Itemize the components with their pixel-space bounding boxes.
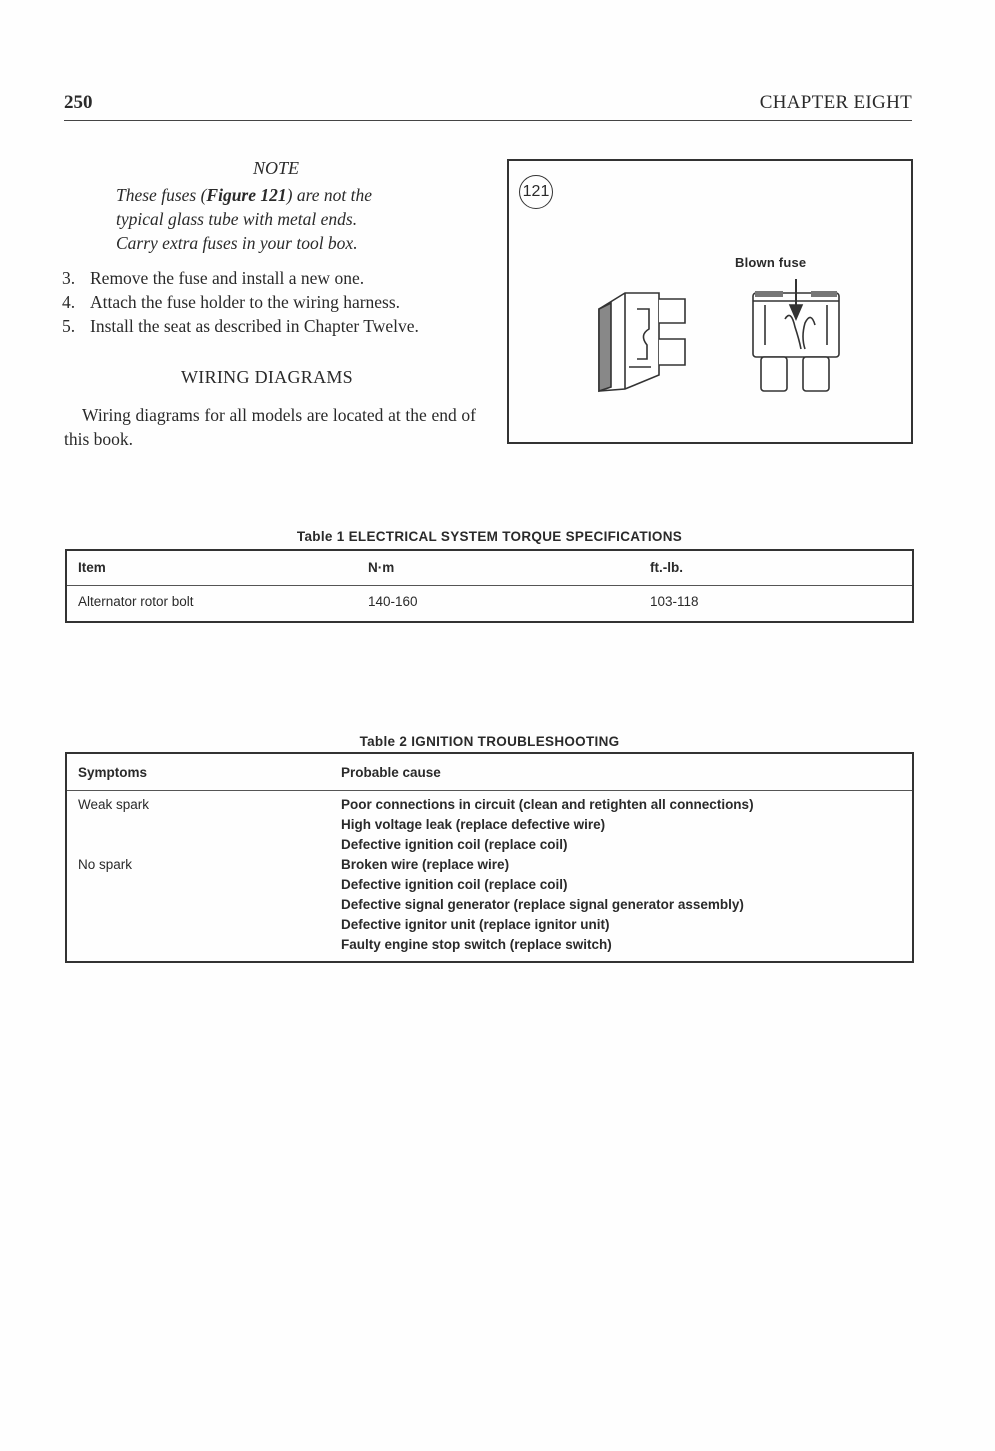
figure-number-badge: 121 — [519, 175, 553, 209]
figure-121 — [507, 159, 913, 444]
figure-reference: Figure 121 — [206, 185, 287, 205]
wiring-body — [64, 403, 476, 451]
angled-fuse-icon — [599, 293, 685, 391]
table-row: Defective ignition coil (replace coil) — [341, 877, 568, 892]
chapter-title: CHAPTER EIGHT — [759, 92, 912, 113]
table1-cell-nm: 140-160 — [368, 594, 418, 609]
step-list — [62, 266, 482, 338]
table1-col-ftlb: ft.-lb. — [650, 560, 683, 575]
step-number: 4. — [62, 292, 76, 312]
table1-header-row — [67, 551, 912, 586]
step-text: Attach the fuse holder to the wiring harness. — [90, 292, 401, 312]
note-line-2: typical glass tube with metal ends. — [116, 209, 358, 229]
note-line-1-pre: These fuses ( — [116, 185, 207, 205]
note-text — [116, 183, 436, 255]
note-line-1-post: ) are not the — [286, 185, 373, 205]
table2-col-symptoms: Symptoms — [78, 765, 148, 780]
note-title: NOTE — [252, 158, 299, 178]
table2-title: Table 2 IGNITION TROUBLESHOOTING — [359, 734, 620, 749]
step-number: 3. — [62, 268, 76, 288]
table1-cell-ftlb: 103-118 — [650, 594, 699, 609]
symptom-weak-spark: Weak spark — [78, 797, 150, 812]
table-row: Faulty engine stop switch (replace switch) — [341, 937, 612, 952]
page-header — [64, 90, 912, 121]
table1-col-item: Item — [78, 560, 106, 575]
table2-header-row — [67, 754, 912, 791]
table-row: Broken wire (replace wire) — [341, 857, 510, 872]
step-text: Remove the fuse and install a new one. — [90, 268, 365, 288]
table-row: Defective signal generator (replace signal generator assembly) — [341, 897, 744, 912]
table1-title: Table 1 ELECTRICAL SYSTEM TORQUE SPECIFICATIONS — [296, 529, 683, 544]
table-row — [67, 586, 912, 622]
note-line-1 — [116, 183, 436, 207]
step-item — [62, 290, 482, 314]
note-block — [66, 158, 476, 255]
wiring-body-text: Wiring diagrams for all models are located at the end of this book. — [64, 405, 476, 449]
step-item — [62, 266, 482, 290]
table1-cell-item: Alternator rotor bolt — [78, 594, 194, 609]
step-number: 5. — [62, 316, 76, 336]
step-item — [62, 314, 482, 338]
page-number: 250 — [64, 92, 93, 113]
table-row: Defective ignitor unit (replace ignitor unit) — [341, 917, 610, 932]
table-row: High voltage leak (replace defective wire) — [341, 817, 606, 832]
torque-spec-table — [65, 549, 914, 623]
blade-fuse-drawing — [589, 279, 849, 409]
step-text: Install the seat as described in Chapter Twelve. — [90, 316, 419, 336]
blown-fuse-label: Blown fuse — [735, 255, 807, 270]
note-line-3: Carry extra fuses in your tool box. — [116, 233, 358, 253]
table1-col-nm: N·m — [368, 560, 395, 575]
table-row: Poor connections in circuit (clean and retighten all connections) — [341, 797, 754, 812]
table-row: Defective ignition coil (replace coil) — [341, 837, 568, 852]
table2-col-cause: Probable cause — [341, 765, 441, 780]
ignition-troubleshooting-table — [65, 752, 914, 963]
blown-fuse-icon — [753, 279, 839, 391]
symptom-no-spark: No spark — [78, 857, 133, 872]
wiring-heading: WIRING DIAGRAMS — [181, 367, 353, 387]
